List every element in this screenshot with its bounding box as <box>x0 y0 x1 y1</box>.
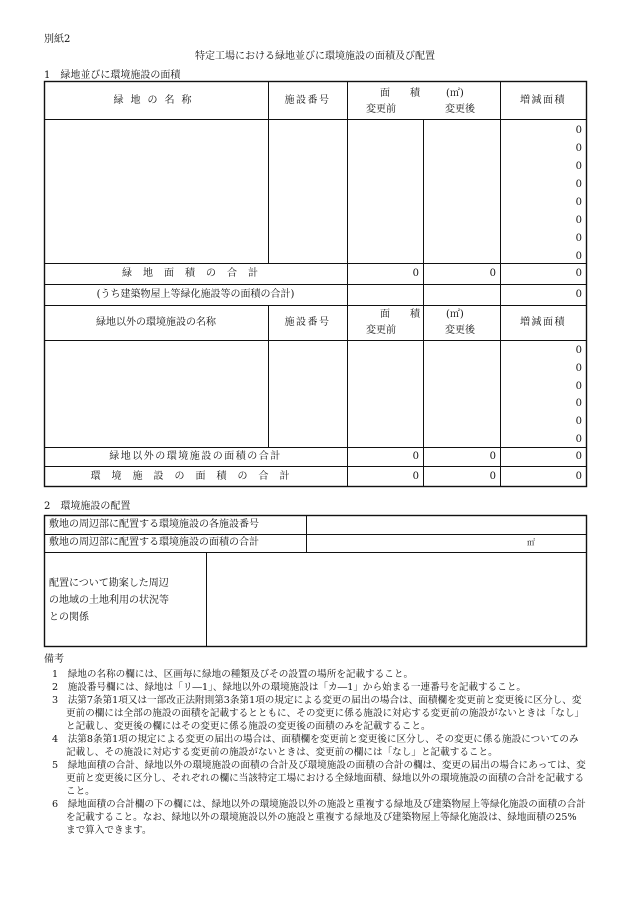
table1-cell: 0 <box>575 179 582 190</box>
table2-cell: 0 <box>575 398 582 410</box>
col-header-area-unit-2: (㎡) <box>446 309 464 320</box>
col-header-before-2: 変更前 <box>366 325 396 336</box>
section1-heading: 1 緑地並びに環境施設の面積 <box>44 70 181 81</box>
env-total-before: 0 <box>412 471 419 482</box>
table1-cell: 0 <box>575 233 582 244</box>
table1-cell: 0 <box>575 251 582 262</box>
table1-cell: 0 <box>575 161 582 172</box>
col-header-change-2: 増減面積 <box>520 317 566 328</box>
green-total-after: 0 <box>489 268 496 279</box>
table2-change-column <box>500 345 582 452</box>
remark-item: 1 緑地の名称の欄には、区画毎に緑地の種類及びその設置の場所を記載すること。 <box>52 669 414 680</box>
table1-cell: 0 <box>575 143 582 154</box>
col-header-after: 変更後 <box>445 104 475 115</box>
col-header-green-name: 緑地の名称 <box>113 95 199 106</box>
col-header-area-2: 面 積 <box>380 309 420 320</box>
remark-item: 2 施設番号欄には、緑地は「リ―1」、緑地以外の環境施設は「カ―1」から始まる一連番号を記載すること。 <box>52 682 527 693</box>
table2-cell: 0 <box>575 345 582 356</box>
table1-cell: 0 <box>575 197 582 208</box>
col-header-facility-no: 施設番号 <box>284 95 331 106</box>
col-header-env-name: 緑地以外の環境施設の名称 <box>96 317 216 328</box>
land-use-label-line: 配置について勘案した周辺 <box>49 578 169 589</box>
col-header-area-unit: (㎡) <box>446 88 464 99</box>
page-title: 特定工場における緑地並びに環境施設の面積及び配置 <box>195 51 435 62</box>
env-other-total-before: 0 <box>412 451 419 462</box>
table2-cell: 0 <box>575 433 582 445</box>
remark-item: 5 緑地面積の合計、緑地以外の環境施設の面積の合計及び環境施設の面積の合計の欄は、変更の届出の場合にあっては、変更前と変更後に区分し、それぞれの欄に当該特定工場における全緑地面積、緑地以外の環境施設の面積の合計を記載すること。 <box>52 760 586 797</box>
attachment-label: 別紙2 <box>44 34 71 45</box>
col-header-area: 面 積 <box>380 88 420 99</box>
remarks-heading: 備考 <box>44 654 64 665</box>
periphery-area-total-label: 敷地の周辺部に配置する環境施設の面積の合計 <box>49 537 259 548</box>
env-total-label: 環境施設の面積の合計 <box>90 471 301 482</box>
remark-item: 4 法第8条第1項の規定による変更の届出の場合は、面積欄を変更前と変更後に区分し、その変更に係る施設についてのみ記載し、その施設に対応する変更前の施設がないときは、変更前の欄には「なし」と記載すること。 <box>52 734 579 758</box>
table1-change-column <box>500 125 582 269</box>
env-total-change: 0 <box>575 471 582 482</box>
env-other-total-after: 0 <box>489 451 496 462</box>
section2-heading: 2 環境施設の配置 <box>44 501 131 512</box>
periphery-area-unit: ㎡ <box>527 538 535 547</box>
land-use-label-line: との関係 <box>49 612 89 623</box>
remarks-list <box>52 668 586 837</box>
col-header-after-2: 変更後 <box>445 325 475 336</box>
rooftop-label: (うち建築物屋上等緑化施設等の面積の合計) <box>96 289 295 300</box>
col-header-facility-no-2: 施設番号 <box>284 317 331 328</box>
env-other-total-label: 緑地以外の環境施設の面積の合計 <box>109 451 282 462</box>
col-header-change: 増減面積 <box>520 95 566 106</box>
remark-item: 3 法第7条第1項又は一部改正法附則第3条第1項の規定による変更の届出の場合は、面積欄を変更前と変更後に区分し、変更前の欄には全部の施設の面積を記載するとともに、その変更に係る施設に対応する変更前の施設がないときは「なし」と記載し、変更後の欄にはその変更に係る施設の変更後の面積のみを記載すること。 <box>52 695 585 732</box>
table2-cell: 0 <box>575 380 582 392</box>
col-header-before: 変更前 <box>366 104 396 115</box>
env-total-after: 0 <box>489 471 496 482</box>
green-total-change: 0 <box>575 268 582 279</box>
green-total-label: 緑地面積の合計 <box>122 268 269 279</box>
land-use-label-line: の地域の土地利用の状況等 <box>49 595 169 606</box>
periphery-facility-numbers-label: 敷地の周辺部に配置する環境施設の各施設番号 <box>49 519 259 530</box>
env-other-total-change: 0 <box>575 451 582 462</box>
table1-cell: 0 <box>575 215 582 226</box>
rooftop-change: 0 <box>575 289 582 300</box>
remark-item: 6 緑地面積の合計欄の下の欄には、緑地以外の環境施設以外の施設と重複する緑地及び建築物屋上等緑化施設の面積の合計を記載すること。なお、緑地以外の環境施設以外の施設と重複する緑地及び建築物屋上等緑化施設は、緑地面積の25%まで算入できます。 <box>52 799 586 836</box>
table2-cell: 0 <box>575 362 582 374</box>
table2-cell: 0 <box>575 416 582 428</box>
green-total-before: 0 <box>412 268 419 279</box>
table1-cell: 0 <box>575 125 582 136</box>
land-use-relation-label <box>49 578 169 629</box>
